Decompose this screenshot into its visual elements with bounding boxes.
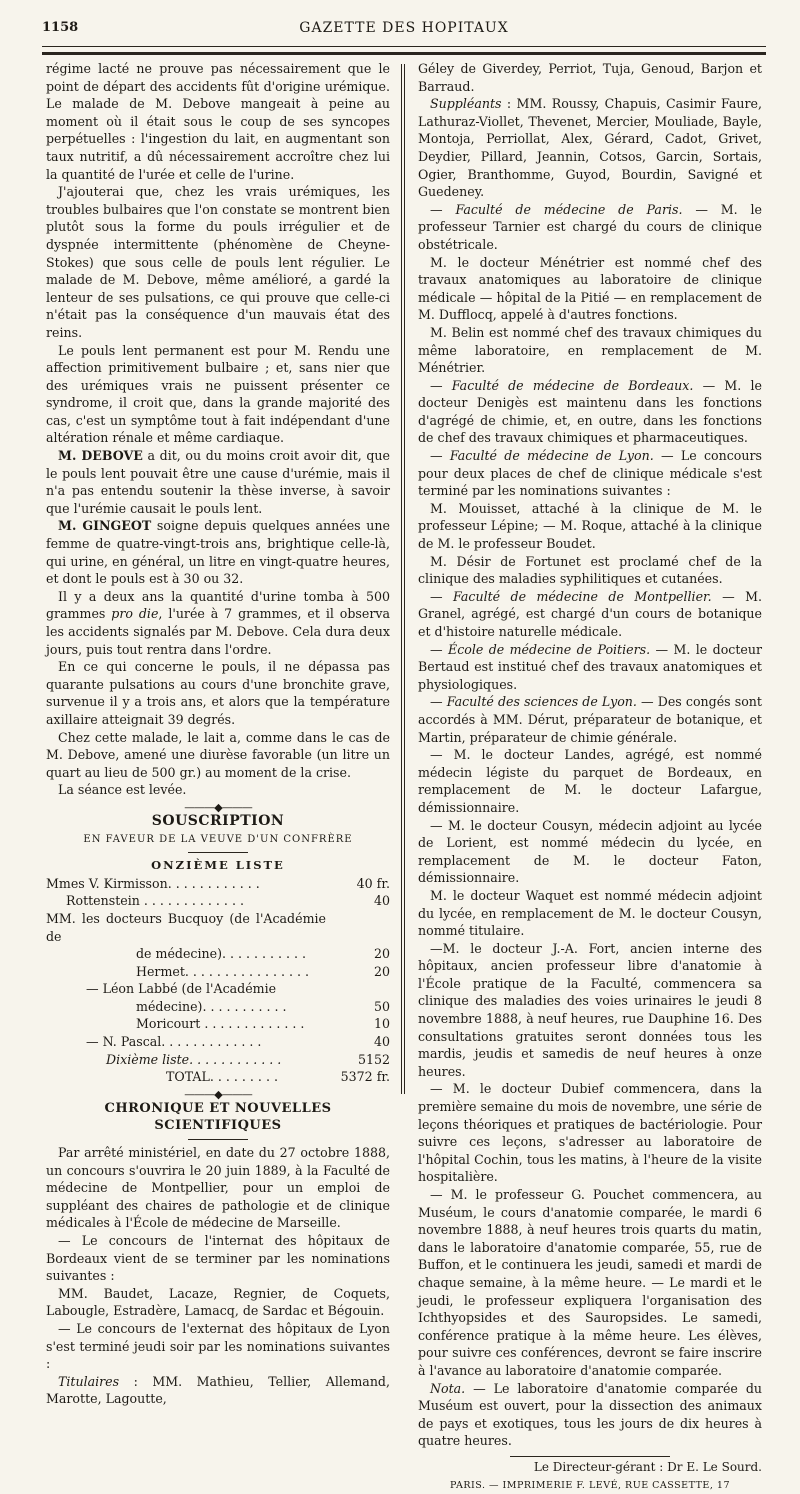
page-number: 1158	[42, 20, 78, 35]
subscription-amount: 40	[326, 1033, 390, 1051]
subscription-amount: 40 fr.	[326, 875, 390, 893]
column-divider	[401, 64, 402, 1094]
subscription-row	[46, 1051, 390, 1069]
subscription-amount: 10	[326, 1015, 390, 1033]
subscription-row	[46, 998, 390, 1016]
paragraph: La séance est levée.	[46, 781, 390, 799]
short-rule	[188, 852, 248, 853]
section-ornament: ———◆———	[46, 1086, 390, 1100]
short-rule	[510, 1456, 670, 1457]
total-label: TOTAL. . . . . . . . .	[46, 1068, 326, 1086]
director-signature: Le Directeur-gérant : Dr E. Le Sourd.	[418, 1459, 762, 1477]
list-title: ONZIÈME LISTE	[46, 857, 390, 875]
paragraph-text: — M. le professeur Tarnier est chargé du cours de clinique obstétricale.	[418, 202, 762, 252]
paragraph-text: — Le laboratoire d'anatomie comparée du Muséum est ouvert, pour la dissection des animaux de pays et exotiques, tous les jours de dix heures à quatre heures.	[418, 1381, 762, 1449]
paragraph-text: — M. Granel, agrégé, est chargé d'un cours de botanique et d'histoire naturelle médicale.	[418, 589, 762, 639]
paragraph: — Faculté de médecine de Bordeaux. — M. le docteur Denigès est maintenu dans les fonctions d'agrégé de chimie, et, en outre, dans les fonctions de chef des travaux chimiques et pharmaceutiques.	[418, 377, 762, 447]
paragraph: Par arrêté ministériel, en date du 27 octobre 1888, un concours s'ouvrira le 20 juin 1889, à la Faculté de médecine de Montpellier, pour un emploi de suppléant des chaires de pathologie et de clinique médicales à l'École de médecine de Marseille.	[46, 1144, 390, 1232]
paragraph-text: Il y a deux ans la quantité d'urine tomba à 500 grammes	[46, 589, 390, 622]
subscriber-name: de médecine). . . . . . . . . . .	[46, 945, 326, 963]
emphasis-text: École de médecine de Poitiers.	[448, 642, 650, 657]
subscriber-name: — N. Pascal. . . . . . . . . . . . .	[46, 1033, 326, 1051]
subscription-subtitle: EN FAVEUR DE LA VEUVE D'UN CONFRÈRE	[46, 831, 390, 849]
subscriber-name: — Léon Labbé (de l'Académie	[46, 980, 326, 998]
subscriber-name: Dixième liste. . . . . . . . . . . .	[46, 1051, 326, 1069]
paragraph-text: — Le concours pour deux places de chef de clinique médicale s'est terminé par les nominations suivantes :	[418, 448, 762, 498]
total-amount: 5372 fr.	[326, 1068, 390, 1086]
paragraph: MM. Baudet, Lacaze, Regnier, de Coquets, Labougle, Estradère, Lamacq, de Sardac et Bégouin.	[46, 1285, 390, 1320]
paragraph: Géley de Giverdey, Perriot, Tuja, Genoud, Barjon et Barraud.	[418, 60, 762, 95]
paragraph	[418, 1380, 762, 1450]
paragraph: — Faculté de médecine de Lyon. — Le concours pour deux places de chef de clinique médicale s'est terminé par les nominations suivantes :	[418, 447, 762, 500]
subscription-amount: 20	[326, 963, 390, 981]
emphasis-text: Suppléants	[430, 96, 502, 111]
running-title: GAZETTE DES HOPITAUX	[42, 20, 766, 36]
subscriber-name: MM. les docteurs Bucquoy (de l'Académie de	[46, 910, 326, 945]
subscription-amount: 40	[326, 892, 390, 910]
paragraph: — Faculté des sciences de Lyon. — Des congés sont accordés à MM. Dérut, préparateur de botanique, et Martin, préparateur de chimie générale.	[418, 693, 762, 746]
paragraph	[46, 447, 390, 517]
paragraph: En ce qui concerne le pouls, il ne dépassa pas quarante pulsations au cours d'une bronchite grave, survenue il y a trois ans, et alors que la température axillaire atteignait 39 degrés.	[46, 658, 390, 728]
paragraph: — Le concours de l'internat des hôpitaux de Bordeaux vient de se terminer par les nominations suivantes :	[46, 1232, 390, 1285]
chronique-title: CHRONIQUE ET NOUVELLES SCIENTIFIQUES	[46, 1100, 390, 1135]
paragraph-text: — M. le docteur Denigès est maintenu dans les fonctions d'agrégé de chimie, et, en outre, dans les fonctions de chef des travaux chimiques et pharmaceutiques.	[418, 378, 762, 446]
paragraph: M. le docteur Waquet est nommé médecin adjoint du lycée, en remplacement de M. le docteur Cousyn, nommé titulaire.	[418, 887, 762, 940]
section-ornament: ———◆———	[46, 799, 390, 813]
subscriber-name: Moricourt . . . . . . . . . . . . .	[46, 1015, 326, 1033]
paragraph: — École de médecine de Poitiers. — M. le docteur Bertaud est institué chef des travaux anatomiques et physiologiques.	[418, 641, 762, 694]
subscription-row	[46, 1033, 390, 1051]
paragraph	[46, 588, 390, 658]
paragraph-text: , l'urée à 7 grammes, et il observa les accidents signalés par M. Debove. Cela dura deux jours, puis tout rentra dans l'ordre.	[46, 606, 390, 656]
speaker-name: M. DEBOVE	[58, 448, 143, 463]
paragraph-text: : MM. Mathieu, Tellier, Allemand, Marotte, Lagoutte,	[46, 1374, 390, 1407]
paragraph-text: soigne depuis quelques années une femme de quatre-vingt-trois ans, brightique celle-là, qui urine, en général, un litre en vingt-quatre heures, et dont le pouls est à 30 ou 32.	[46, 518, 390, 586]
subscription-amount	[326, 910, 390, 945]
subscription-amount: 50	[326, 998, 390, 1016]
paragraph: —M. le docteur J.-A. Fort, ancien interne des hôpitaux, ancien professeur libre d'anatomie à l'École pratique de la Faculté, commencera sa clinique des maladies des voies urinaires le jeudi 8 novembre 1888, à neuf heures, rue Dauphine 16. Des consultations gratuites seront données tous les mardis, jeudis et samedis de neuf heures à onze heures.	[418, 940, 762, 1081]
emphasis-text: Faculté de médecine de Bordeaux.	[452, 378, 694, 393]
subscriber-name: Mmes V. Kirmisson. . . . . . . . . . . .	[46, 875, 326, 893]
left-column	[46, 60, 390, 1408]
column-divider	[404, 64, 405, 1094]
paragraph: — M. le docteur Cousyn, médecin adjoint au lycée de Lorient, est nommé médecin du lycée, en remplacement de M. le docteur Faton, démissionnaire.	[418, 817, 762, 887]
emphasis-text: pro die	[111, 606, 158, 621]
speaker-name: M. GINGEOT	[58, 518, 151, 533]
subscriber-name: Rottenstein . . . . . . . . . . . . .	[46, 892, 326, 910]
subscription-row	[46, 875, 390, 893]
paragraph: Le pouls lent permanent est pour M. Rendu une affection primitivement bulbaire ; et, sans nier que des urémiques vrais ne puissent présenter ce syndrome, il croit que, dans la grande majorité des cas, c'est un symptôme tout à fait indépendant d'une altération rénale et même cardiaque.	[46, 342, 390, 448]
paragraph	[46, 517, 390, 587]
paragraph	[418, 95, 762, 201]
emphasis-text: Faculté des sciences de Lyon.	[447, 694, 637, 709]
subscriber-name: médecine). . . . . . . . . . .	[46, 998, 326, 1016]
page-header	[42, 20, 766, 42]
paragraph: M. le docteur Ménétrier est nommé chef des travaux anatomiques au laboratoire de clinique médicale — hôpital de la Pitié — en remplacement de M. Dufflocq, appelé à d'autres fonctions.	[418, 254, 762, 324]
subscription-row	[46, 980, 390, 998]
subscriber-name: Hermet. . . . . . . . . . . . . . . .	[46, 963, 326, 981]
paragraph: Chez cette malade, le lait a, comme dans le cas de M. Debove, amené une diurèse favorable (un litre un quart au lieu de 500 gr.) au moment de la crise.	[46, 729, 390, 782]
paragraph-text: : MM. Roussy, Chapuis, Casimir Faure, Lathuraz-Viollet, Thevenet, Mercier, Mouliade, Bayle, Montoja, Perriollat, Alex, Gérard, Cadot, Grivet, Deydier, Pillard, Jeannin, Cotsos, Garcin, Sortais, Ogier, Branthomme, Guyod, Bourdin, Savigné et Guedeney.	[418, 96, 762, 199]
short-rule	[188, 1139, 248, 1140]
paragraph	[46, 1373, 390, 1408]
emphasis-text: Nota.	[430, 1381, 465, 1396]
paragraph: — M. le professeur G. Pouchet commencera, au Muséum, le cours d'anatomie comparée, le mardi 6 novembre 1888, à neuf heures trois quarts du matin, dans le laboratoire d'anatomie comparée, 55, rue de Buffon, et le continuera les jeudi, samedi et mardi de chaque semaine, à la même heure. — Le mardi et le jeudi, le professeur expliquera l'organisation des Ichthyopsides et des Sauropsides. Le samedi, conférence pratique à la même heure. Les élèves, pour suivre ces conférences, devront se faire inscrire à l'avance au laboratoire d'anatomie comparée.	[418, 1186, 762, 1380]
emphasis-text: Titulaires	[58, 1374, 119, 1389]
paragraph-text: — M. le docteur Bertaud est institué chef des travaux anatomiques et physiologiques.	[418, 642, 762, 692]
printer-imprint: PARIS. — IMPRIMERIE F. LEVÉ, RUE CASSETTE, 17	[418, 1477, 762, 1494]
paragraph: — Le concours de l'externat des hôpitaux de Lyon s'est terminé jeudi soir par les nominations suivantes :	[46, 1320, 390, 1373]
paragraph: — Faculté de médecine de Montpellier. — M. Granel, agrégé, est chargé d'un cours de botanique et d'histoire naturelle médicale.	[418, 588, 762, 641]
paragraph: régime lacté ne prouve pas nécessairement que le point de départ des accidents fût d'origine urémique. Le malade de M. Debove mangeait à peine au moment où il était sous le coup de ses syncopes perpétuelles : l'ingestion du lait, en augmentant son taux nutritif, a dû nécessairement accroître chez lui la quantité de l'urée et celle de l'urine.	[46, 60, 390, 183]
subscription-amount: 5152	[326, 1051, 390, 1069]
paragraph: — M. le docteur Dubief commencera, dans la première semaine du mois de novembre, une série de leçons théoriques et pratiques de bactériologie. Pour suivre ces leçons, s'adresser au laboratoire de l'hôpital Cochin, tous les matins, à l'heure de la visite hospitalière.	[418, 1080, 762, 1186]
paragraph-text: a dit, ou du moins croit avoir dit, que le pouls lent pouvait être une cause d'urémie, mais il n'a pas entendu soutenir la thèse inverse, à savoir que l'urémie causait le pouls lent.	[46, 448, 390, 516]
paragraph: M. Désir de Fortunet est proclamé chef de la clinique des maladies syphilitiques et cutanées.	[418, 553, 762, 588]
subscription-row	[46, 945, 390, 963]
paragraph: J'ajouterai que, chez les vrais urémiques, les troubles bulbaires que l'on constate se montrent bien plutôt sous la forme du pouls irrégulier et de dyspnée intermittente (phénomène de Cheyne-Stokes) que sous celle de pouls lent régulier. Le malade de M. Debove, même amélioré, a gardé la lenteur de ses pulsations, ce qui prouve que celle-ci n'était pas la conséquence d'un mauvais état des reins.	[46, 183, 390, 341]
paragraph: M. Belin est nommé chef des travaux chimiques du même laboratoire, en remplacement de M. Ménétrier.	[418, 324, 762, 377]
subscription-total-row	[46, 1068, 390, 1086]
emphasis-text: Faculté de médecine de Montpellier.	[453, 589, 712, 604]
paragraph-text: — Des congés sont accordés à MM. Dérut, préparateur de botanique, et Martin, préparateur de chimie générale.	[418, 694, 762, 744]
paragraph: — M. le docteur Landes, agrégé, est nommé médecin légiste du parquet de Bordeaux, en remplacement de M. le docteur Lafargue, démissionnaire.	[418, 746, 762, 816]
emphasis-text: Faculté de médecine de Paris.	[455, 202, 682, 217]
subscription-amount	[326, 980, 390, 998]
subscription-title: SOUSCRIPTION	[46, 813, 390, 831]
subscription-table	[46, 875, 390, 1086]
paragraph: M. Mouisset, attaché à la clinique de M. le professeur Lépine; — M. Roque, attaché à la clinique de M. le professeur Boudet.	[418, 500, 762, 553]
emphasis-text: Faculté de médecine de Lyon.	[450, 448, 654, 463]
paragraph: — Faculté de médecine de Paris. — M. le professeur Tarnier est chargé du cours de clinique obstétricale.	[418, 201, 762, 254]
subscription-amount: 20	[326, 945, 390, 963]
subscription-row	[46, 963, 390, 981]
subscription-row	[46, 1015, 390, 1033]
header-rule	[42, 46, 766, 47]
header-thick-rule	[42, 52, 766, 55]
subscription-row	[46, 892, 390, 910]
subscription-row	[46, 910, 390, 945]
right-column	[418, 60, 762, 1494]
